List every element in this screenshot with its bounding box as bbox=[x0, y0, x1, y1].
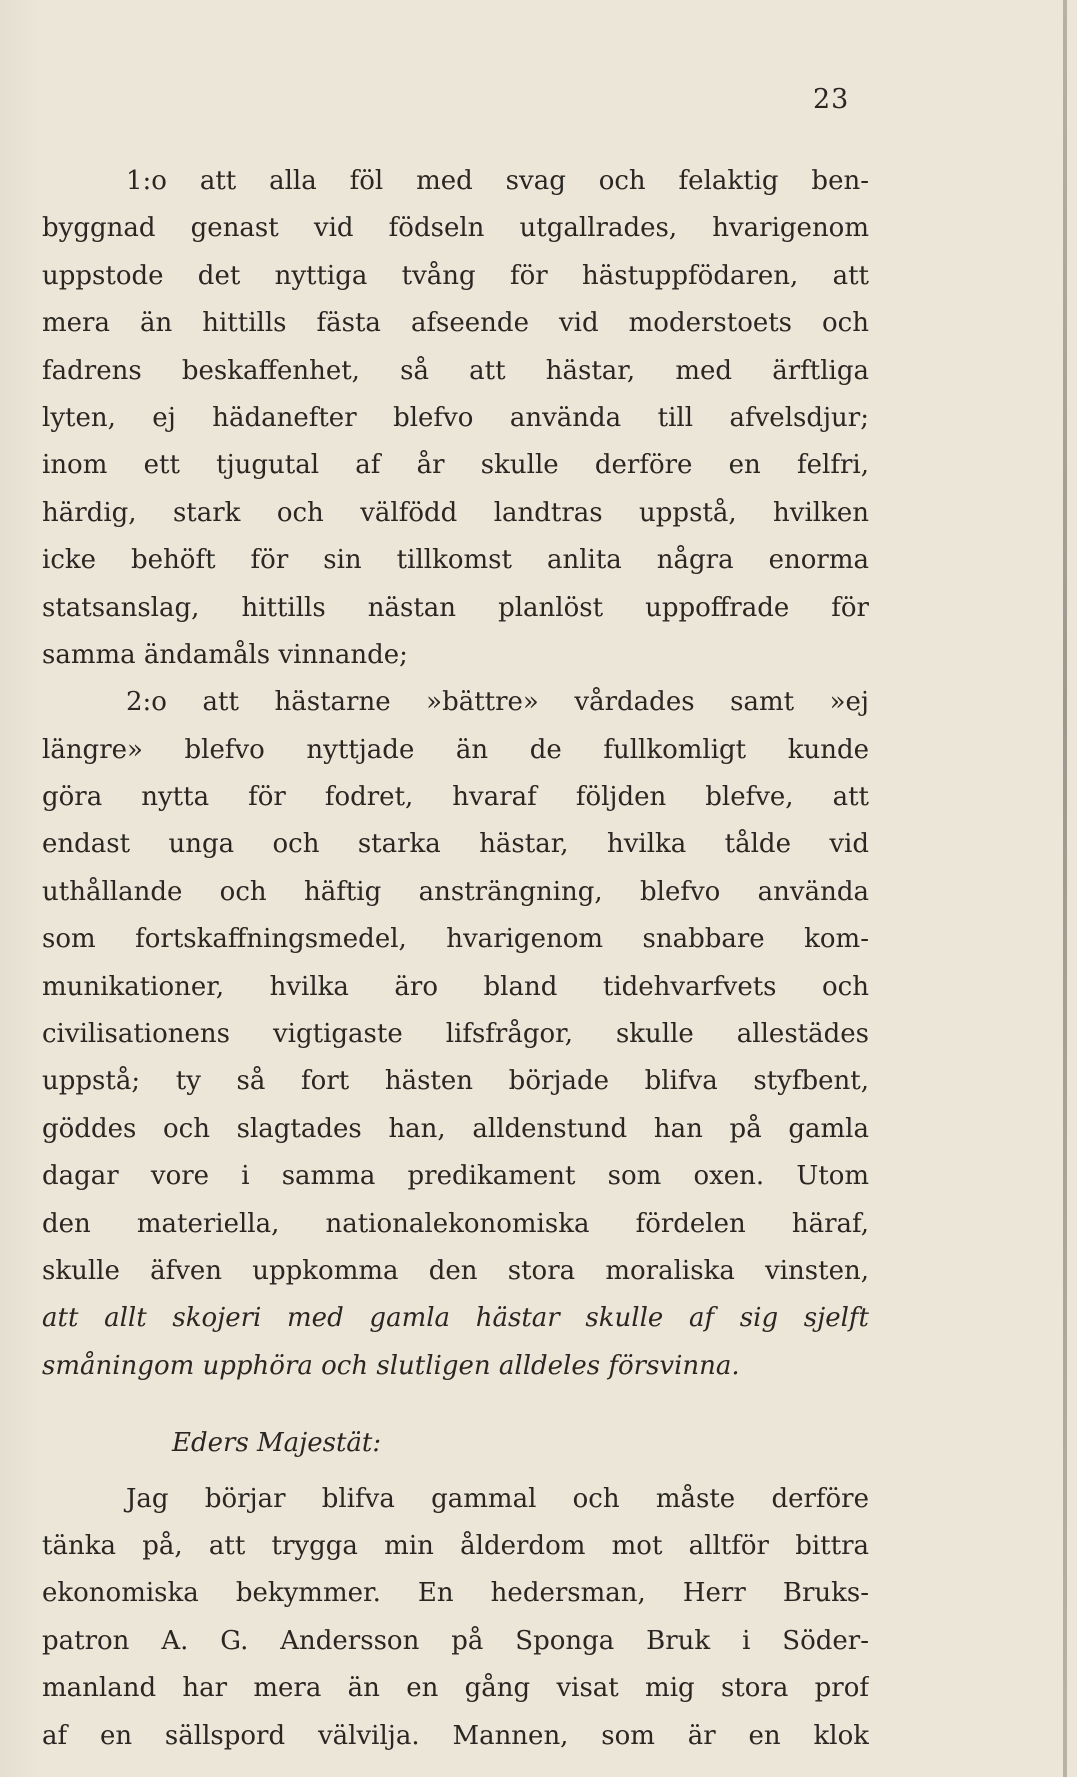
text-line: fadrens beskaffenhet, så att hästar, med ärftliga bbox=[42, 355, 869, 386]
text-line: uppstå; ty så fort hästen började blifva styfbent, bbox=[42, 1066, 869, 1097]
text-line: längre» blefvo nyttjade än de fullkomligt kunde bbox=[42, 734, 869, 765]
text-line: uthållande och häftig ansträngning, blefvo använda bbox=[42, 876, 869, 907]
text-line: Jag börjar blifva gammal och måste derföre bbox=[126, 1483, 869, 1514]
text-line: 1:o att alla föl med svag och felaktig ben- bbox=[126, 166, 869, 196]
text-line: inom ett tjugutal af år skulle derföre en felfri, bbox=[42, 450, 869, 481]
text-line: att allt skojeri med gamla hästar skulle af sig sjelft bbox=[42, 1303, 869, 1334]
text-line: uppstode det nyttiga tvång för hästuppfödaren, att bbox=[42, 260, 869, 291]
text-line: dagar vore i samma predikament som oxen. Utom bbox=[42, 1161, 869, 1192]
text-line: af en sällspord välvilja. Mannen, som är en klok bbox=[42, 1720, 869, 1751]
text-line: byggnad genast vid födseln utgallrades, hvarigenom bbox=[42, 213, 869, 244]
text-line: härdig, stark och välfödd landtras uppstå, hvilken bbox=[42, 497, 869, 528]
text-line: mera än hittills fästa afseende vid moderstoets och bbox=[42, 308, 869, 339]
page-edge-shadow bbox=[1063, 0, 1067, 1777]
text-line: manland har mera än en gång visat mig stora prof bbox=[42, 1673, 869, 1704]
text-line: ekonomiska bekymmer. En hedersman, Herr Bruks- bbox=[42, 1578, 869, 1609]
salutation: Eders Majestät: bbox=[172, 1428, 382, 1459]
text-line: som fortskaffningsmedel, hvarigenom snabbare kom- bbox=[42, 924, 869, 955]
text-line: lyten, ej hädanefter blefvo använda till afvelsdjur; bbox=[42, 402, 869, 433]
text-line: munikationer, hvilka äro bland tidehvarfvets och bbox=[42, 971, 869, 1002]
text-line: skulle äfven uppkomma den stora moraliska vinsten, bbox=[42, 1255, 869, 1286]
text-line: göddes och slagtades han, alldenstund han på gamla bbox=[42, 1113, 869, 1144]
text-line: tänka på, att trygga min ålderdom mot alltför bittra bbox=[42, 1530, 869, 1561]
text-line: civilisationens vigtigaste lifsfrågor, skulle allestädes bbox=[42, 1019, 869, 1050]
text-line: endast unga och starka hästar, hvilka tålde vid bbox=[42, 829, 869, 860]
paragraph-gap bbox=[42, 1390, 869, 1420]
text-line: statsanslag, hittills nästan planlöst uppoffrade för bbox=[42, 592, 869, 623]
text-line: göra nytta för fodret, hvaraf följden blefve, att bbox=[42, 782, 869, 813]
body-text bbox=[42, 158, 869, 1760]
page-number: 23 bbox=[813, 84, 850, 115]
text-line: icke behöft för sin tillkomst anlita några enorma bbox=[42, 545, 869, 576]
paragraph-gap bbox=[42, 1468, 869, 1476]
text-line: patron A. G. Andersson på Sponga Bruk i Söder- bbox=[42, 1625, 869, 1656]
text-line: 2:o att hästarne »bättre» vårdades samt »ej bbox=[126, 687, 869, 718]
text-line: småningom upphöra och slutligen alldeles försvinna. bbox=[42, 1350, 740, 1381]
text-line: samma ändamåls vinnande; bbox=[42, 639, 408, 670]
text-line: den materiella, nationalekonomiska fördelen häraf, bbox=[42, 1208, 869, 1239]
